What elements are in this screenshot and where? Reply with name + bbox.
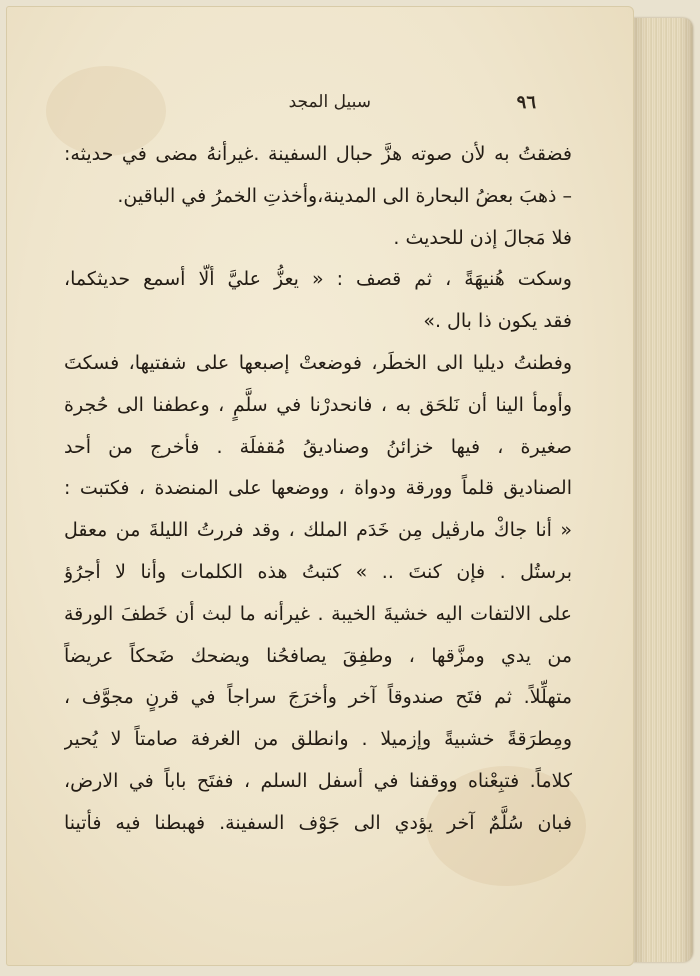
text-line: من يدي ومزَّقها ، وطفِقَ يصافحُنا ويضحك ضَحكاً عريضاً	[64, 644, 572, 667]
text-line: متهلِّلاً. ثم فتَح صندوقاً آخر وأخرَجَ سراجاً في قرنٍ مجوَّف ،	[64, 686, 572, 709]
body-text	[64, 134, 572, 845]
text-line: فقد يكون ذا بال .»	[423, 310, 572, 333]
text-line: كلاماً. فتبِعْناه ووقفنا في أسفل السلم ، ففتَح باباً في الارض،	[64, 769, 572, 792]
text-line: فلا مَجالَ إذن للحديث .	[393, 226, 572, 249]
text-line: وسكت هُنيهَةً ، ثم قصف : « يعزُّ عليَّ ألّا أسمع حديثكما،	[64, 268, 572, 291]
text-line: صغيرة ، فيها خزائنُ وصناديقُ مُقفلَة . فأخرج من أحد	[64, 435, 572, 458]
text-line: برستُل . فإن كنتَ .. » كتبتُ هذه الكلمات وأنا لا أجرُؤ	[64, 560, 572, 583]
text-line: – ذهبَ بعضُ البحارة الى المدينة،وأخذتِ الخمرُ في الباقين.	[117, 184, 572, 207]
text-line: ومِطرَقةً خشبيةً وإزميلا . وانطلق من الغرفة صامتاً لا يُحير	[64, 728, 572, 751]
page-number: ٩٦	[516, 92, 536, 113]
text-line: فبان سُلَّمٌ آخر يؤدي الى جَوْف السفينة. فهبطنا فيه فأتينا	[64, 811, 572, 834]
text-line: على الالتفات اليه خشيةَ الخيبة . غيرأنه ما لبث أن خَطفَ الورقة	[64, 602, 572, 625]
text-line: الصناديق قلماً وورقة ودواة ، ووضعها على المنضدة ، فكتبت :	[64, 477, 572, 500]
book-page	[6, 6, 634, 966]
text-line: فضقتُ به لأن صوته هزَّ حبال السفينة .غيرأنهُ مضى في حديثه:	[64, 143, 572, 165]
text-line: وأومأ الينا أن نَلحَق به ، فانحدرْنا في سلَّمٍ ، وعطفنا الى حُجرة	[64, 393, 572, 416]
running-title: سبيل المجد	[288, 92, 371, 112]
text-line: « أنا جاكْ مارڤيل مِن خَدَم الملك ، وقد فررتُ الليلةَ من معقل	[64, 519, 572, 542]
page-header	[96, 92, 536, 122]
page-edge-shadow	[628, 18, 692, 962]
text-line: وفطنتُ ديليا الى الخطَر، فوضعتْ إصبعها على شفتيها، فسكتَ	[64, 351, 572, 374]
